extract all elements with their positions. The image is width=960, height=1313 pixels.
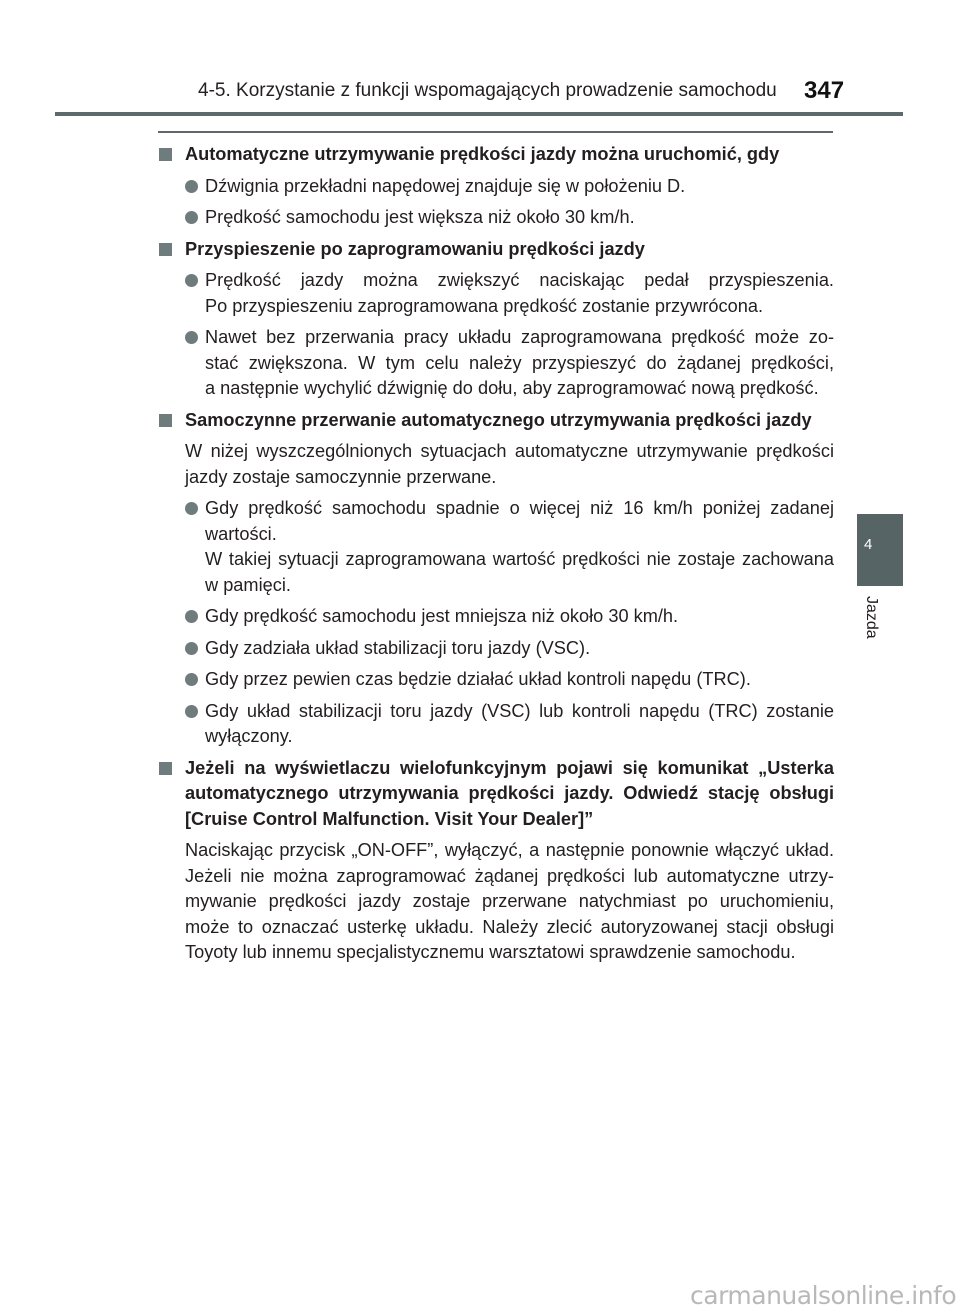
body-text: Jeżeli nie można zaprogramować żądanej prędkości lub automatyczne utrzy- bbox=[185, 865, 834, 886]
bullet-dot-icon bbox=[185, 274, 198, 287]
bullet-item bbox=[158, 205, 834, 231]
bullet-item bbox=[158, 667, 834, 693]
chapter-tab bbox=[857, 514, 903, 586]
bullet-text: Dźwignia przekładni napędowej znajduje się w położeniu D. bbox=[205, 175, 686, 196]
section-rule bbox=[158, 131, 833, 133]
section-heading bbox=[158, 408, 834, 434]
bullet-text: wartości. bbox=[205, 523, 277, 544]
bullet-dot-icon bbox=[185, 502, 198, 515]
section-heading bbox=[158, 237, 834, 263]
bullet-dot-icon bbox=[185, 673, 198, 686]
section-body bbox=[158, 838, 834, 966]
body-text: mywanie prędkości jazdy zostaje przerwane natychmiast po uruchomieniu, bbox=[185, 891, 834, 911]
bullet-text: Gdy prędkość samochodu jest mniejsza niż około 30 km/h. bbox=[205, 606, 679, 626]
bullet-dot-icon bbox=[185, 705, 198, 718]
bullet-dot-icon bbox=[185, 331, 198, 344]
bullet-dot-icon bbox=[185, 180, 198, 193]
bullet-item bbox=[158, 496, 834, 598]
body-text: Naciskając przycisk „ON-OFF”, wyłączyć, a następnie ponownie włączyć układ. bbox=[185, 840, 834, 860]
bullet-item bbox=[158, 699, 834, 750]
bullet-text: W takiej sytuacji zaprogramowana wartość prędkości nie zostaje zachowana bbox=[205, 549, 834, 569]
square-marker-icon bbox=[159, 148, 172, 161]
running-head: 4-5. Korzystanie z funkcji wspomagających prowadzenie samochodu bbox=[198, 80, 777, 101]
bullet-dot-icon bbox=[185, 211, 198, 224]
intro-text: W niżej wyszczególnionych sytuacjach automatyczne utrzymywanie prędkości bbox=[185, 441, 834, 461]
bullet-text: wyłączony. bbox=[205, 726, 293, 746]
body-text: może to oznaczać usterkę układu. Należy zlecić autoryzowanej stacji obsługi bbox=[185, 916, 834, 937]
chapter-label: Jazda bbox=[863, 596, 880, 639]
square-marker-icon bbox=[159, 762, 172, 775]
heading-text: Jeżeli na wyświetlaczu wielofunkcyjnym pojawi się komunikat „Usterka bbox=[185, 757, 834, 778]
bullet-item bbox=[158, 636, 834, 662]
body-text: Toyoty lub innemu specjalistycznemu warsztatowi sprawdzenie samochodu. bbox=[185, 942, 796, 962]
bullet-item bbox=[158, 604, 834, 630]
bullet-item bbox=[158, 325, 834, 402]
section-heading bbox=[158, 142, 834, 168]
heading-text: Samoczynne przerwanie automatycznego utrzymywania prędkości jazdy bbox=[185, 409, 812, 430]
bullet-text: w pamięci. bbox=[205, 574, 291, 595]
bullet-text: Gdy zadziała układ stabilizacji toru jazdy (VSC). bbox=[205, 637, 591, 658]
bullet-text: Gdy układ stabilizacji toru jazdy (VSC) lub kontroli napędu (TRC) zostanie bbox=[205, 700, 834, 721]
bullet-dot-icon bbox=[185, 642, 198, 655]
square-marker-icon bbox=[159, 414, 172, 427]
bullet-item bbox=[158, 268, 834, 319]
bullet-text: Prędkość samochodu jest większa niż około 30 km/h. bbox=[205, 207, 635, 227]
section-intro bbox=[158, 439, 834, 490]
square-marker-icon bbox=[159, 243, 172, 256]
heading-text: automatycznego utrzymywania prędkości jazdy. Odwiedź stację obsługi bbox=[185, 783, 834, 803]
bullet-text: stać zwiększona. W tym celu należy przyspieszyć do żądanej prędkości, bbox=[205, 352, 834, 373]
bullet-text: Nawet bez przerwania pracy układu zaprogramowana prędkość może zo- bbox=[205, 327, 834, 347]
chapter-number: 4 bbox=[864, 536, 873, 553]
bullet-item bbox=[158, 174, 834, 200]
heading-text: Automatyczne utrzymywanie prędkości jazdy można uruchomić, gdy bbox=[185, 144, 780, 164]
bullet-text: Po przyspieszeniu zaprogramowana prędkość zostanie przywrócona. bbox=[205, 295, 764, 316]
watermark: carmanualsonline.info bbox=[690, 1281, 957, 1310]
page-content bbox=[158, 142, 834, 972]
heading-text: Przyspieszenie po zaprogramowaniu prędkości jazdy bbox=[185, 238, 645, 259]
intro-text: jazdy zostaje samoczynnie przerwane. bbox=[185, 466, 497, 487]
page-number: 347 bbox=[804, 77, 845, 104]
bullet-text: Gdy przez pewien czas będzie działać układ kontroli napędu (TRC). bbox=[205, 669, 751, 689]
bullet-text: a następnie wychylić dźwignię do dołu, aby zaprogramować nową prędkość. bbox=[205, 378, 819, 398]
header-rule bbox=[55, 112, 903, 116]
heading-text: [Cruise Control Malfunction. Visit Your Dealer]” bbox=[185, 808, 594, 829]
bullet-dot-icon bbox=[185, 610, 198, 623]
bullet-text: Prędkość jazdy można zwiększyć naciskając pedał przyspieszenia. bbox=[205, 270, 834, 290]
bullet-text: Gdy prędkość samochodu spadnie o więcej niż 16 km/h poniżej zadanej bbox=[205, 498, 834, 518]
section-heading bbox=[158, 756, 834, 833]
